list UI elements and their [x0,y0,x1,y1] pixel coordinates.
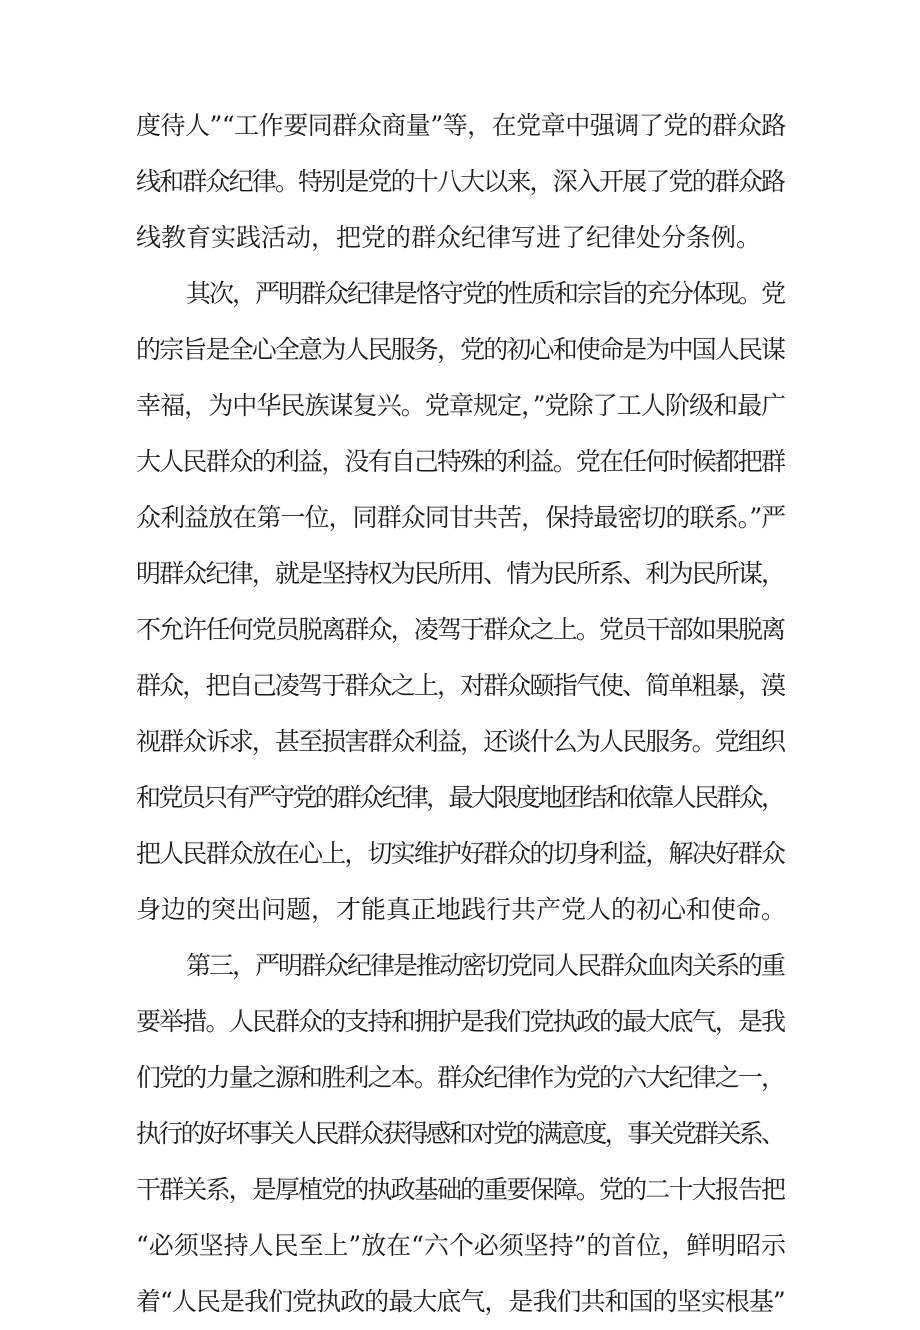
text-line: 线教育实践活动，把党的群众纪律写进了纪律处分条例。 [136,223,762,252]
text-line: 大人民群众的利益，没有自己特殊的利益。党在任何时候都把群 [136,447,785,476]
text-line: 线和群众纪律。特别是党的十八大以来，深入开展了党的群众路 [136,167,785,196]
text-line: 着“人民是我们党执政的最大底气，是我们共和国的坚实根基” [136,1287,785,1316]
text-line: 明群众纪律，就是坚持权为民所用、情为民所系、利为民所谋， [136,559,785,588]
paragraph-first-line: 其次，严明群众纪律是恪守党的性质和宗旨的充分体现。党 [186,279,785,308]
text-line: 身边的突出问题，才能真正地践行共产党人的初心和使命。 [136,895,787,924]
text-line: “必须坚持人民至上”放在“六个必须坚持”的首位，鲜明昭示 [136,1231,787,1260]
text-line: 视群众诉求，甚至损害群众利益，还谈什么为人民服务。党组织 [136,727,785,756]
text-line: 们党的力量之源和胜利之本。群众纪律作为党的六大纪律之一， [136,1063,785,1092]
text-line: 度待人”“工作要同群众商量”等，在党章中强调了党的群众路 [136,111,786,140]
text-line: 不允许任何党员脱离群众，凌驾于群众之上。党员干部如果脱离 [136,615,785,644]
text-line: 执行的好坏事关人民群众获得感和对党的满意度，事关党群关系、 [136,1119,784,1148]
text-line: 把人民群众放在心上，切实维护好群众的切身利益，解决好群众 [136,839,785,868]
text-line: 幸福，为中华民族谋复兴。党章规定，”党除了工人阶级和最广 [136,391,786,420]
body-text [136,98,786,1330]
text-line: 众利益放在第一位，同群众同甘共苦，保持最密切的联系。”严 [136,503,786,532]
text-line: 群众，把自己凌驾于群众之上，对群众颐指气使、简单粗暴，漠 [136,671,785,700]
text-line: 和党员只有严守党的群众纪律，最大限度地团结和依靠人民群众， [136,783,784,812]
text-line: 干群关系，是厚植党的执政基础的重要保障。党的二十大报告把 [136,1175,785,1204]
paragraph-first-line: 第三，严明群众纪律是推动密切党同人民群众血肉关系的重 [186,951,785,980]
text-line: 要举措。人民群众的支持和拥护是我们党执政的最大底气，是我 [136,1007,785,1036]
text-line: 的宗旨是全心全意为人民服务，党的初心和使命是为中国人民谋 [136,335,785,364]
